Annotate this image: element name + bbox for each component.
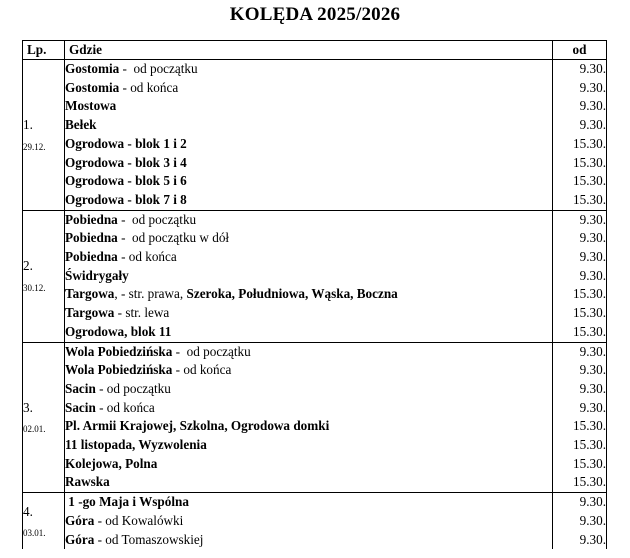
time-cell: 15.30. (553, 285, 607, 304)
table-row (23, 191, 607, 210)
place-text: - od początku (119, 61, 198, 76)
place-cell (65, 531, 553, 550)
place-text: Mostowa (65, 98, 117, 114)
page-title: KOLĘDA 2025/2026 (229, 4, 401, 25)
place-text: - od końca (117, 249, 177, 265)
place-cell (65, 154, 553, 173)
place-cell (65, 135, 553, 154)
place-text: - od końca (172, 362, 232, 378)
place-cell (65, 455, 553, 474)
time-cell: 15.30. (553, 172, 607, 191)
place-cell (65, 399, 553, 418)
table-row (23, 342, 607, 361)
place-text: Wola Pobiedzińska (65, 362, 173, 378)
group-number: 1. (23, 117, 33, 133)
place-text: Ogrodowa, blok 11 (65, 323, 172, 339)
table-row (23, 361, 607, 380)
day-group (23, 493, 607, 550)
group-number: 3. (23, 399, 33, 415)
table-row (23, 285, 607, 304)
place-text: Pobiedna (65, 249, 118, 265)
time-cell: 9.30. (553, 60, 607, 79)
table-row (23, 493, 607, 512)
place-text: , - str. prawa, (114, 286, 187, 302)
time-cell: 9.30. (553, 97, 607, 116)
place-text: Ogrodowa - blok 1 i 2 (65, 135, 187, 151)
lp-cell (23, 493, 65, 550)
place-cell (65, 473, 553, 492)
place-cell (65, 512, 553, 531)
header-gdzie: Gdzie (65, 41, 553, 60)
place-text: Targowa (65, 305, 115, 321)
place-cell (65, 116, 553, 135)
place-text: - od Kowalówki (94, 512, 184, 528)
place-cell (65, 172, 553, 191)
time-cell: 9.30. (553, 493, 607, 512)
place-cell (65, 380, 553, 399)
time-cell: 9.30. (553, 399, 607, 418)
table-row (23, 417, 607, 436)
place-text: - od początku (95, 380, 171, 396)
group-number: 4. (23, 503, 33, 519)
time-cell: 9.30. (553, 512, 607, 531)
time-cell: 15.30. (553, 323, 607, 342)
place-cell (65, 248, 553, 267)
place-cell (65, 361, 553, 380)
place-text: - od początku w dół (117, 230, 230, 246)
place-text: Bełek (65, 117, 97, 133)
place-cell (65, 493, 553, 512)
group-date: 29.12. (23, 141, 46, 152)
table-row (23, 229, 607, 248)
place-text: Sacin (65, 399, 96, 415)
table-row (23, 154, 607, 173)
place-text: Pl. Armii Krajowej, Szkolna, Ogrodowa domki (65, 418, 330, 434)
schedule-table (22, 40, 607, 549)
header-row (23, 41, 607, 60)
place-text: - od końca (95, 399, 155, 415)
place-text: - od końca (119, 79, 179, 95)
table-row (23, 473, 607, 492)
table-header (23, 41, 607, 60)
table-row (23, 304, 607, 323)
place-cell (65, 229, 553, 248)
place-text: Góra (65, 512, 95, 528)
place-text: Ogrodowa - blok 5 i 6 (65, 173, 187, 189)
time-cell: 15.30. (553, 473, 607, 492)
time-cell: 9.30. (553, 210, 607, 229)
time-cell: 15.30. (553, 304, 607, 323)
table-row (23, 97, 607, 116)
place-text: - od Tomaszowskiej (94, 531, 204, 547)
place-text: Szeroka, Południowa, Wąska, Boczna (186, 286, 398, 302)
group-date: 02.01. (23, 424, 46, 435)
place-cell (65, 97, 553, 116)
place-text: Ogrodowa - blok 3 i 4 (65, 154, 187, 170)
table-row (23, 531, 607, 550)
place-cell (65, 60, 553, 79)
place-text: Gostomia (65, 79, 120, 95)
place-text: Góra (65, 531, 95, 547)
group-date: 30.12. (23, 283, 46, 294)
place-cell (65, 436, 553, 455)
table-row (23, 248, 607, 267)
table-row (23, 79, 607, 98)
table-row (23, 380, 607, 399)
place-text: - od początku (172, 343, 251, 359)
place-text: Kolejowa, Polna (65, 455, 158, 471)
place-cell (65, 191, 553, 210)
place-cell (65, 79, 553, 98)
place-text: 1 -go Maja i Wspólna (65, 494, 189, 510)
time-cell: 9.30. (553, 116, 607, 135)
table-row (23, 323, 607, 342)
header-lp: Lp. (23, 41, 65, 60)
place-cell (65, 417, 553, 436)
time-cell: 9.30. (553, 361, 607, 380)
time-cell: 9.30. (553, 248, 607, 267)
place-text: - str. lewa (114, 305, 170, 321)
table-row (23, 210, 607, 229)
place-text: Pobiedna (65, 211, 118, 227)
place-text: Ogrodowa - blok 7 i 8 (65, 191, 187, 207)
table-row (23, 455, 607, 474)
place-cell (65, 304, 553, 323)
lp-cell (23, 60, 65, 211)
time-cell: 9.30. (553, 380, 607, 399)
place-text: Świdrygały (65, 267, 129, 283)
place-text: Pobiedna (65, 230, 118, 246)
time-cell: 9.30. (553, 229, 607, 248)
day-group (23, 210, 607, 342)
place-text: Sacin (65, 380, 96, 396)
group-date: 03.01. (23, 528, 46, 539)
place-cell (65, 323, 553, 342)
place-cell (65, 267, 553, 286)
table-row (23, 135, 607, 154)
table-row (23, 60, 607, 79)
place-text: Wola Pobiedzińska (65, 343, 173, 359)
table-row (23, 172, 607, 191)
table-row (23, 436, 607, 455)
place-text: Rawska (65, 474, 110, 490)
time-cell: 15.30. (553, 436, 607, 455)
place-cell (65, 210, 553, 229)
time-cell: 15.30. (553, 417, 607, 436)
place-text: 11 listopada, Wyzwolenia (65, 437, 207, 453)
time-cell: 15.30. (553, 191, 607, 210)
place-text: Gostomia (65, 61, 120, 76)
place-text: Targowa (65, 286, 115, 302)
place-cell (65, 285, 553, 304)
time-cell: 9.30. (553, 531, 607, 550)
day-group (23, 342, 607, 493)
time-cell: 9.30. (553, 79, 607, 98)
time-cell: 9.30. (553, 267, 607, 286)
table-row (23, 399, 607, 418)
time-cell: 15.30. (553, 135, 607, 154)
table-row (23, 267, 607, 286)
time-cell: 15.30. (553, 455, 607, 474)
place-cell (65, 342, 553, 361)
time-cell: 9.30. (553, 342, 607, 361)
lp-cell (23, 210, 65, 342)
place-text: - od początku (117, 211, 197, 227)
day-group (23, 60, 607, 211)
group-number: 2. (23, 258, 33, 274)
header-od: od (553, 41, 607, 60)
table-row (23, 116, 607, 135)
table-row (23, 512, 607, 531)
lp-cell (23, 342, 65, 493)
time-cell: 15.30. (553, 154, 607, 173)
